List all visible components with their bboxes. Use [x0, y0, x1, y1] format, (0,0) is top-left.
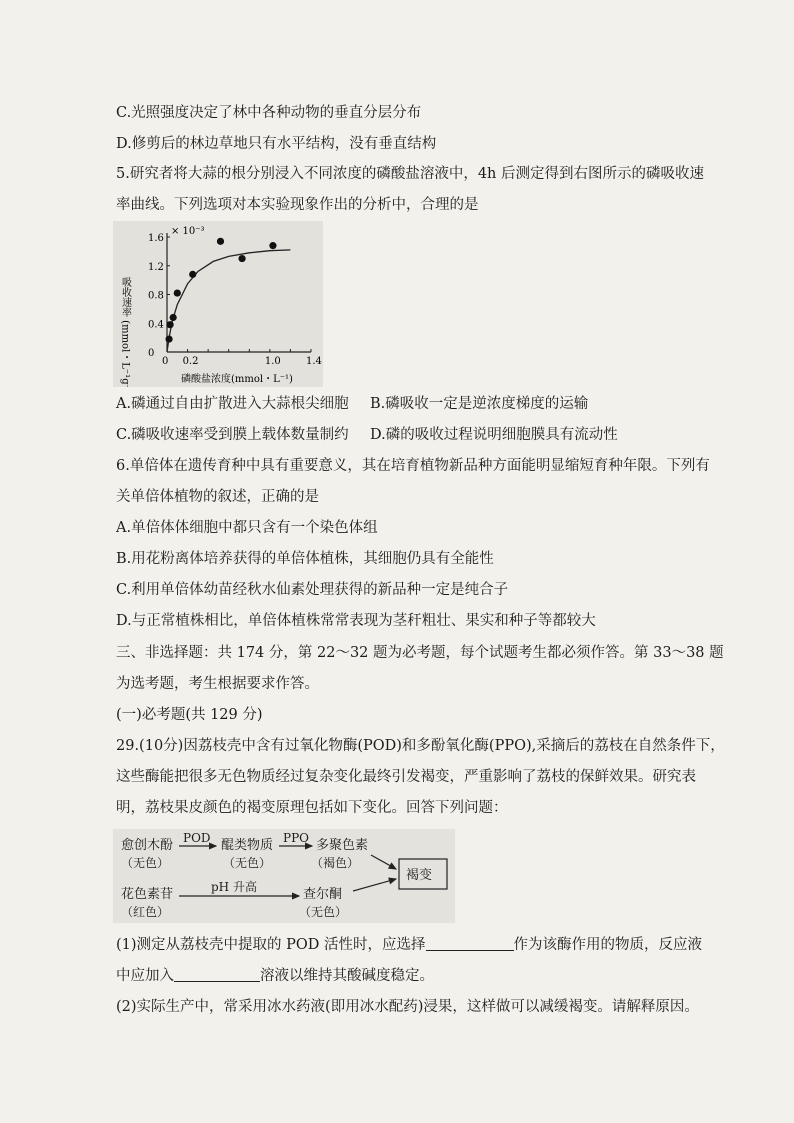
- q5-option-c: C.磷吸收速率受到膜上载体数量制约: [116, 427, 349, 443]
- q29-stem-2: 这些酶能把很多无色物质经过复杂变化最终引发褐变，严重影响了荔枝的保鲜效果。研究表: [116, 769, 696, 785]
- guaiacol-label: 愈创木酚: [121, 838, 174, 853]
- y-tick-label: 1.2: [148, 261, 164, 273]
- chart-curve: [167, 250, 290, 352]
- x-tick-label: 1.4: [306, 356, 322, 367]
- y-tick-label: 1.6: [148, 233, 164, 244]
- data-point: [174, 289, 181, 296]
- y-tick-label: 0: [148, 348, 155, 359]
- quinone-color: （无色）: [223, 856, 272, 870]
- browning-label: 褐变: [406, 868, 433, 883]
- data-point: [189, 271, 196, 278]
- x-tick-label: 0: [162, 356, 169, 367]
- q29-sub1-text-c: 中应加入: [116, 968, 174, 984]
- chart-svg: [113, 221, 323, 387]
- required-subsection-title: (一)必考题(共 129 分): [116, 707, 263, 723]
- q6-stem-1: 6.单倍体在遗传育种中具有重要意义，其在培育植物新品种方面能明显缩短育种年限。下列有: [116, 458, 710, 474]
- q29-sub1-text-d: 溶液以维持其酸碱度稳定。: [260, 968, 434, 984]
- q5-stem-1: 5.研究者将大蒜的根分别浸入不同浓度的磷酸盐溶液中，4h 后测定得到右图所示的磷吸收速: [116, 166, 705, 182]
- q29-sub1-line2: [116, 966, 434, 986]
- data-point: [170, 314, 177, 321]
- phosphate-uptake-chart: [113, 221, 323, 387]
- ph-label: pH 升高: [211, 880, 257, 894]
- y-axis-label-1: 吸收速率 (mmol・L⁻¹g⁻¹h⁻¹): [119, 277, 131, 387]
- section3-heading-1: 三、非选择题：共 174 分，第 22～32 题为必考题，每个试题考生都必须作答。第 33～38 题: [116, 645, 724, 661]
- q29-sub1-line1: [116, 935, 702, 955]
- q5-option-a: A.磷通过自由扩散进入大蒜根尖细胞: [116, 396, 349, 412]
- data-point: [165, 335, 172, 342]
- pod-label: POD: [183, 831, 211, 845]
- section3-heading-2: 为选考题，考生根据要求作答。: [116, 676, 319, 692]
- q6-option-c: C.利用单倍体幼苗经秋水仙素处理获得的新品种一定是纯合子: [116, 582, 509, 598]
- data-point: [217, 238, 224, 245]
- data-point: [166, 321, 173, 328]
- browning-pathway-diagram: [113, 829, 455, 923]
- pigment-to-browning-arrow: [371, 855, 396, 869]
- anthocyanin-label: 花色素苷: [121, 887, 174, 902]
- polymer-pigment-label: 多聚色素: [316, 838, 369, 853]
- ppo-label: PPO: [283, 831, 309, 845]
- answer-blank-2[interactable]: [174, 967, 260, 982]
- q6-option-d: D.与正常植株相比，单倍体植株常常表现为茎秆粗壮、果实和种子等都较大: [116, 613, 596, 629]
- y-tick-label: 0.4: [148, 319, 164, 331]
- q5-option-d: D.磷的吸收过程说明细胞膜具有流动性: [370, 427, 618, 443]
- data-point: [238, 255, 245, 262]
- q29-sub1-text-a: (1)测定从荔枝壳中提取的 POD 活性时，应选择: [116, 937, 426, 953]
- anthocyanin-color: （红色）: [121, 905, 170, 919]
- y-tick-label: 0.8: [148, 290, 164, 302]
- q29-stem-3: 明，荔枝果皮颜色的褐变原理包括如下变化。回答下列问题：: [116, 800, 508, 816]
- chalcone-label: 查尔酮: [303, 887, 343, 902]
- quinone-label: 醌类物质: [221, 838, 274, 853]
- y-multiplier: × 10⁻³: [171, 226, 205, 237]
- q6-option-a: A.单倍体体细胞中都只含有一个染色体组: [116, 520, 378, 536]
- x-tick-label: 1.0: [264, 356, 281, 367]
- guaiacol-color: （无色）: [121, 856, 170, 870]
- chalcone-color: （无色）: [299, 905, 348, 919]
- x-axis-label: 磷酸盐浓度(mmol・L⁻¹): [181, 374, 293, 385]
- polymer-pigment-color: （褐色）: [311, 856, 360, 870]
- q29-stem-1: 29.(10分)因荔枝壳中含有过氧化物酶(POD)和多酚氧化酶(PPO),采摘后的荔枝在自然条件下，: [116, 738, 725, 754]
- q29-sub1-text-b: 作为该酶作用的物质，反应液: [513, 937, 703, 953]
- q5-stem-2: 率曲线。下列选项对本实验现象作出的分析中，合理的是: [116, 197, 479, 213]
- pathway-svg: [113, 829, 455, 923]
- chart-axes: [148, 233, 322, 367]
- option-c-prev: C.光照强度决定了林中各种动物的垂直分层分布: [116, 105, 422, 121]
- q6-stem-2: 关单倍体植物的叙述，正确的是: [116, 489, 319, 505]
- answer-blank-1[interactable]: [426, 936, 514, 951]
- option-d-prev: D.修剪后的林边草地只有水平结构，没有垂直结构: [116, 136, 437, 152]
- chart-points: [165, 238, 276, 343]
- fit-curve: [167, 250, 290, 352]
- q6-option-b: B.用花粉离体培养获得的单倍体植株，其细胞仍具有全能性: [116, 551, 494, 567]
- chalcone-to-browning-arrow: [353, 879, 396, 891]
- data-point: [269, 242, 276, 249]
- q5-option-b: B.磷吸收一定是逆浓度梯度的运输: [370, 396, 589, 412]
- q29-sub2: (2)实际生产中，常采用冰水药液(即用冰水配药)浸果，这样做可以减缓褐变。请解释原因。: [116, 999, 699, 1015]
- x-tick-label: 0.2: [182, 356, 199, 367]
